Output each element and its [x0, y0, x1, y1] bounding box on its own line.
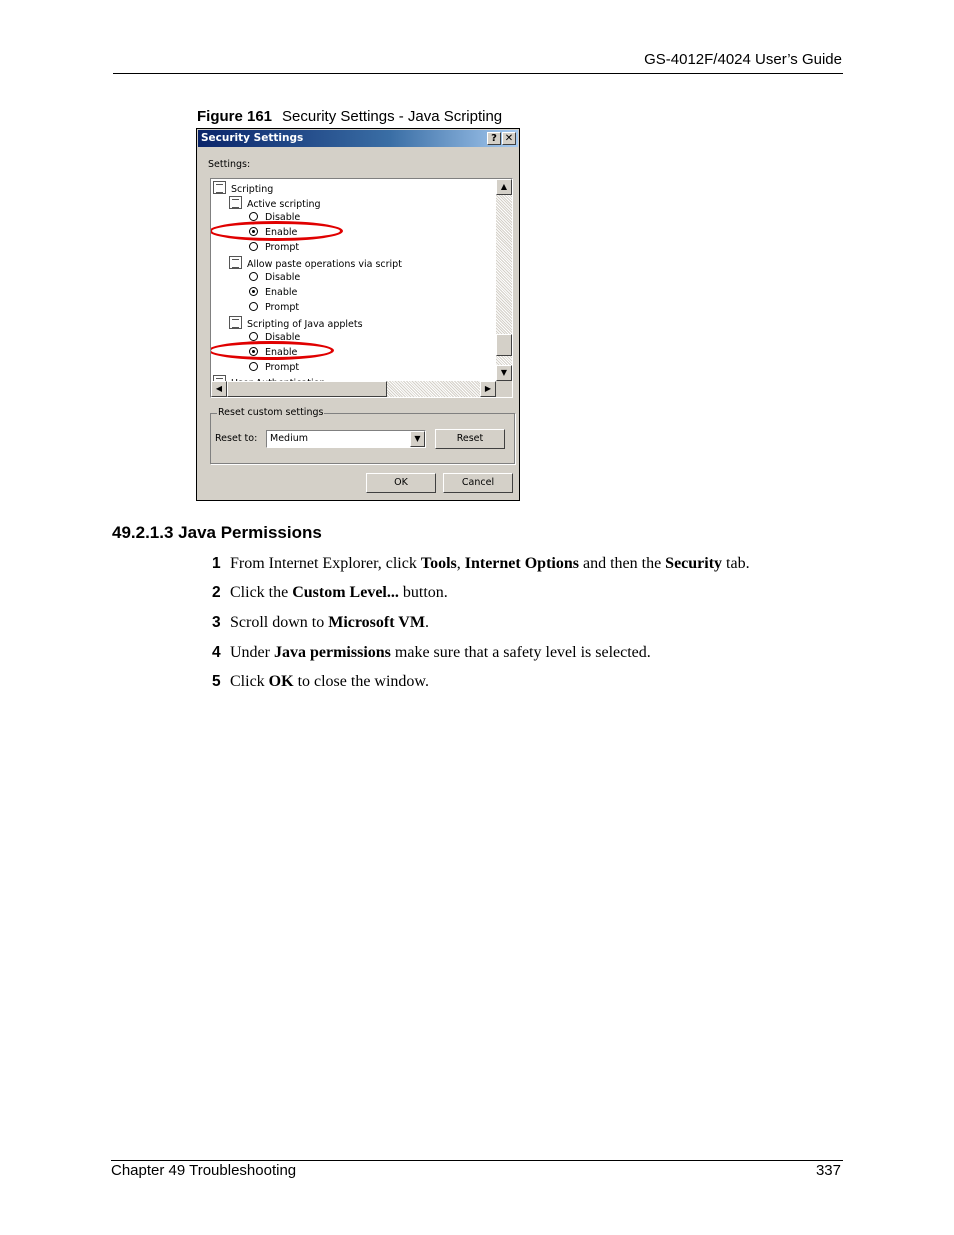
dialog-title: Security Settings: [201, 132, 304, 144]
radio-paste-disable[interactable]: Disable: [249, 271, 300, 284]
radio-icon: [249, 242, 258, 251]
chevron-down-icon[interactable]: ▼: [410, 431, 425, 447]
figure-title: Security Settings - Java Scripting: [282, 108, 503, 125]
cancel-button[interactable]: Cancel: [443, 473, 513, 493]
script-icon: [213, 181, 226, 194]
radio-icon: [249, 332, 258, 341]
settings-tree[interactable]: [210, 178, 513, 398]
tree-item-java-applets: Scripting of Java applets: [229, 316, 363, 331]
script-icon: [229, 196, 242, 209]
scroll-left-icon[interactable]: ◀: [211, 381, 227, 397]
step-2: 2 Click the Custom Level... button.: [212, 584, 448, 601]
reset-level-select[interactable]: [266, 430, 426, 448]
help-button[interactable]: ?: [487, 132, 501, 145]
scroll-corner: [496, 381, 512, 397]
figure-number: Figure 161: [197, 108, 273, 125]
highlight-circle-active-enable: [210, 221, 343, 241]
scroll-up-icon[interactable]: ▲: [496, 179, 512, 195]
highlight-circle-applets-enable: [210, 341, 334, 360]
step-4: 4 Under Java permissions make sure that a safety level is selected.: [212, 644, 651, 661]
footer-page-number: 337: [815, 1162, 841, 1179]
step-1: 1 From Internet Explorer, click Tools, Internet Options and then the Security tab.: [212, 555, 750, 572]
scroll-right-icon[interactable]: ▶: [480, 381, 496, 397]
section-heading: 49.2.1.3 Java Permissions: [112, 523, 322, 542]
script-icon: [229, 316, 242, 329]
radio-icon: [249, 302, 258, 311]
reset-to-label: Reset to:: [215, 433, 258, 444]
reset-level-value: Medium: [270, 433, 308, 444]
reset-group: [210, 407, 515, 464]
scroll-thumb[interactable]: [496, 334, 512, 356]
ok-button[interactable]: OK: [366, 473, 436, 493]
radio-selected-icon: [249, 287, 258, 296]
footer-rule: [111, 1160, 843, 1161]
close-button[interactable]: ✕: [502, 132, 516, 145]
radio-icon: [249, 362, 258, 371]
radio-active-prompt[interactable]: Prompt: [249, 241, 299, 254]
step-5: 5 Click OK to close the window.: [212, 673, 429, 690]
radio-paste-prompt[interactable]: Prompt: [249, 301, 299, 314]
guide-title: GS-4012F/4024 User’s Guide: [644, 51, 842, 68]
step-3: 3 Scroll down to Microsoft VM.: [212, 614, 429, 631]
radio-paste-enable[interactable]: Enable: [249, 286, 297, 299]
settings-label: Settings:: [208, 159, 251, 170]
hscroll-thumb[interactable]: [227, 381, 387, 397]
scroll-down-icon[interactable]: ▼: [496, 365, 512, 381]
reset-group-label: Reset custom settings: [218, 407, 324, 418]
vertical-scrollbar[interactable]: [496, 179, 512, 381]
script-icon: [229, 256, 242, 269]
tree-item-paste-ops: Allow paste operations via script: [229, 256, 402, 271]
dialog-titlebar: [198, 130, 518, 147]
horizontal-scrollbar[interactable]: [211, 381, 496, 397]
radio-active-enable[interactable]: Enable: [249, 226, 297, 239]
radio-applets-prompt[interactable]: Prompt: [249, 361, 299, 374]
footer-chapter: Chapter 49 Troubleshooting: [111, 1162, 297, 1179]
figure-caption: [197, 108, 502, 125]
radio-active-disable[interactable]: Disable: [249, 211, 300, 224]
tree-item-scripting: Scripting: [213, 181, 273, 196]
header-rule: [113, 73, 843, 74]
tree-item-active-scripting: Active scripting: [229, 196, 321, 211]
radio-applets-disable[interactable]: Disable: [249, 331, 300, 344]
security-settings-dialog: [196, 128, 520, 501]
radio-applets-enable[interactable]: Enable: [249, 346, 297, 359]
radio-icon: [249, 272, 258, 281]
reset-button[interactable]: Reset: [435, 429, 505, 449]
radio-icon: [249, 212, 258, 221]
